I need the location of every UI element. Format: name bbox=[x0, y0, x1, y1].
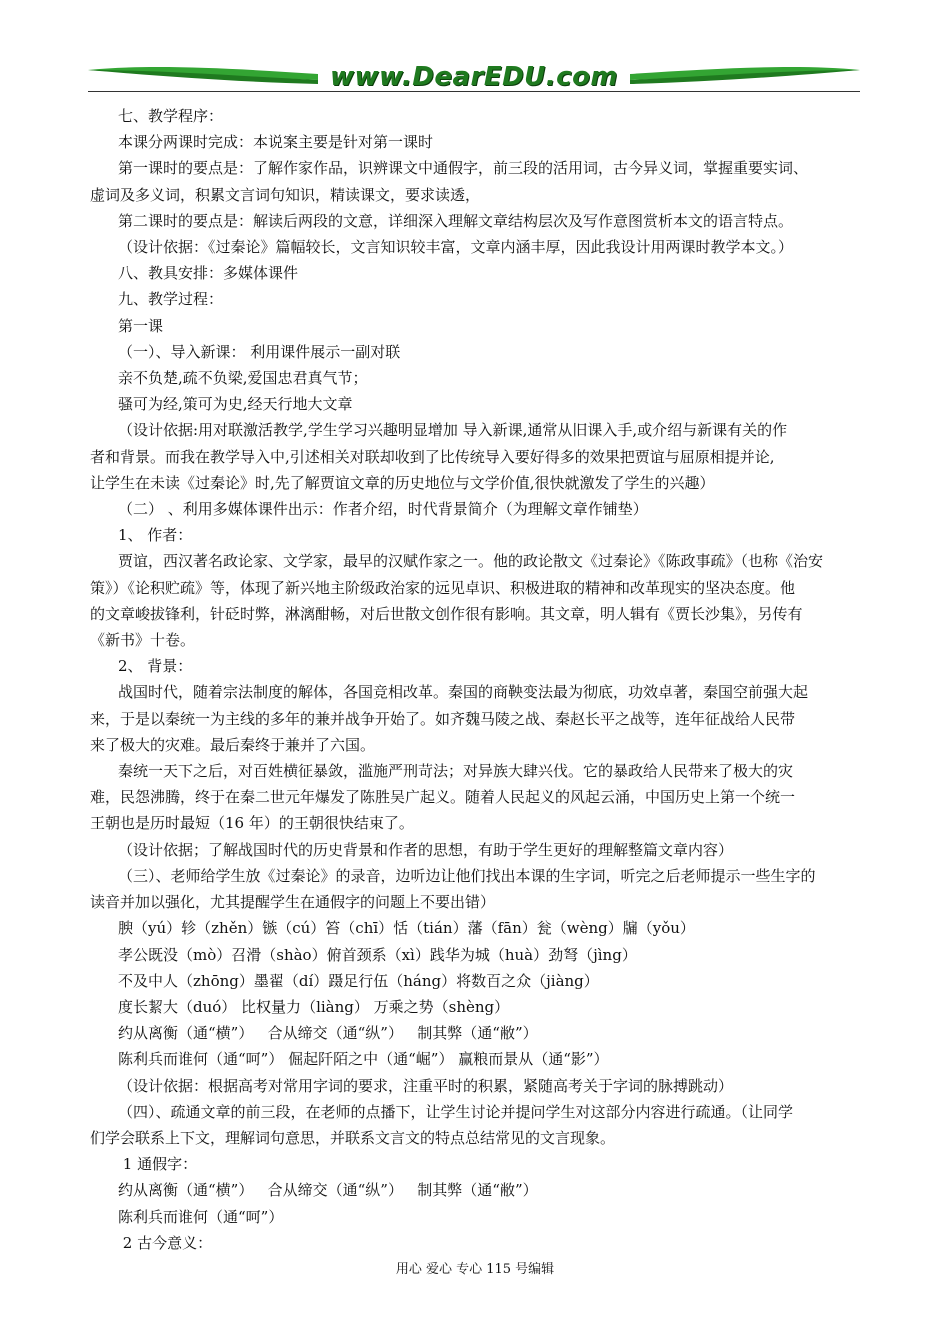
text-line: 王朝也是历时最短（16 年）的王朝很快结束了。 bbox=[90, 814, 414, 833]
text-line: 读音并加以强化，尤其提醒学生在通假字的问题上不要出错） bbox=[90, 893, 496, 912]
text-line: 约从离衡（通“横”） 合从缔交（通“纵”） 制其弊（通“敝”） bbox=[118, 1024, 538, 1043]
document-body bbox=[90, 103, 862, 1256]
text-line: 陈利兵而谁何（通“呵”） 倔起阡陌之中（通“崛”） 赢粮而景从（通“影”） bbox=[118, 1050, 609, 1069]
text-line: （设计依据:用对联激活教学,学生学习兴趣明显增加 导入新课,通常从旧课入手,或介绍与新课有关的作 bbox=[118, 421, 788, 440]
text-line: 孝公既没（mò）召滑（shào）俯首颈系（xì）践华为城（huà）劲弩（jìng） bbox=[118, 945, 637, 964]
site-header-banner bbox=[88, 58, 860, 98]
text-line: （设计依据；了解战国时代的历史背景和作者的思想，有助于学生更好的理解整篇文章内容） bbox=[118, 840, 734, 859]
text-line: 骚可为经,策可为史,经天行地大文章 bbox=[118, 395, 353, 414]
text-line: 七、教学程序： bbox=[118, 107, 224, 125]
text-line: （设计依据：《过秦论》篇幅较长，文言知识较丰富，文章内涵丰厚，因此我设计用两课时教学本文。） bbox=[118, 238, 794, 257]
text-line: 贾谊，西汉著名政论家、文学家，最早的汉赋作家之一。他的政论散文《过秦论》《陈政事疏》（也称《治安 bbox=[118, 552, 824, 571]
text-line: 让学生在未读《过秦论》时,先了解贾谊文章的历史地位与文学价值,很快就激发了学生的兴趣） bbox=[90, 473, 715, 492]
text-line: 陈利兵而谁何（通“呵”） bbox=[118, 1207, 284, 1226]
text-line: 度长絜大（duó） 比权量力（liàng） 万乘之势（shèng） bbox=[118, 997, 510, 1016]
text-line: 来，于是以秦统一为主线的多年的兼并战争开始了。如齐魏马陵之战、秦赵长平之战等，连年征战给人民带 bbox=[90, 709, 796, 728]
text-line: 们学会联系上下文，理解词句意思，并联系文言文的特点总结常见的文言现象。 bbox=[90, 1128, 616, 1147]
text-line: 第一课时的要点是：了解作家作品，识辨课文中通假字，前三段的活用词，古今异义词，掌握重要实词、 bbox=[118, 159, 809, 178]
text-line: 不及中人（zhōng）墨翟（dí）蹑足行伍（háng）将数百之众（jiàng） bbox=[118, 971, 599, 990]
text-line: 九、教学过程： bbox=[118, 290, 224, 309]
text-line: 约从离衡（通“横”） 合从缔交（通“纵”） 制其弊（通“敝”） bbox=[118, 1181, 538, 1200]
text-line: 策》）《论积贮疏》等，体现了新兴地主阶级政治家的远见卓识、积极进取的精神和改革现实的坚决态度。他 bbox=[90, 578, 796, 597]
text-line: 难，民怨沸腾，终于在秦二世元年爆发了陈胜吴广起义。随着人民起义的风起云涌，中国历史上第一个统一 bbox=[90, 788, 796, 807]
text-line: 者和背景。而我在教学导入中,引述相关对联却收到了比传统导入要好得多的效果把贾谊与屈原相提并论, bbox=[90, 447, 775, 466]
text-line: 《新书》十卷。 bbox=[90, 631, 196, 650]
text-line: 秦统一天下之后，对百姓横征暴敛，滥施严刑苛法；对异族大肆兴伐。它的暴政给人民带来了极大的灾 bbox=[118, 762, 794, 781]
text-line: 亲不负楚,疏不负梁,爱国忠君真气节； bbox=[118, 369, 368, 388]
text-line: 1、 作者： bbox=[118, 526, 193, 545]
site-logo-text[interactable]: www.DearEDU.com bbox=[329, 62, 619, 92]
text-line: （二） 、利用多媒体课件出示：作者介绍，时代背景简介（为理解文章作铺垫） bbox=[118, 500, 648, 519]
page-footer: 用心 爱心 专心 115 号编辑 bbox=[395, 1262, 555, 1277]
text-line: 战国时代，随着宗法制度的解体，各国竞相改革。秦国的商鞅变法最为彻底，功效卓著，秦国空前强大起 bbox=[118, 683, 809, 702]
text-line: 第二课时的要点是：解读后两段的文意，详细深入理解文章结构层次及写作意图赏析本文的语言特点。 bbox=[118, 211, 794, 230]
text-line: 的文章峻拔锋利，针砭时弊，淋漓酣畅，对后世散文创作很有影响。其文章，明人辑有《贾长沙集》，另传有 bbox=[90, 604, 803, 623]
text-line: （四）、疏通文章的前三段，在老师的点播下，让学生讨论并提问学生对这部分内容进行疏通。（让同学 bbox=[118, 1102, 794, 1121]
text-line: 腴（yú）轸（zhěn）镞（cú）笞（chī）恬（tián）藩（fān）瓮（wèng）牖（yǒu） bbox=[118, 919, 695, 938]
text-line: 2 古今意义： bbox=[118, 1233, 213, 1252]
text-line: 来了极大的灾难。最后秦终于兼并了六国。 bbox=[90, 735, 376, 754]
header-divider bbox=[88, 91, 860, 92]
text-line: 本课分两课时完成：本说案主要是针对第一课时 bbox=[118, 133, 434, 152]
text-line: 2、 背景： bbox=[118, 657, 193, 676]
text-line: 八、教具安排：多媒体课件 bbox=[118, 264, 299, 283]
text-line: （三）、老师给学生放《过秦论》的录音，边听边让他们找出本课的生字词，听完之后老师提示一些生字的 bbox=[118, 866, 816, 885]
text-line: 虚词及多义词，积累文言词句知识，精读课文，要求读透， bbox=[90, 185, 481, 204]
text-line: 1 通假字： bbox=[118, 1155, 198, 1174]
text-line: （一）、导入新课： 利用课件展示一副对联 bbox=[118, 342, 401, 361]
text-line: （设计依据：根据高考对常用字词的要求，注重平时的积累，紧随高考关于字词的脉搏跳动） bbox=[118, 1076, 734, 1095]
text-line: 第一课 bbox=[118, 316, 164, 335]
